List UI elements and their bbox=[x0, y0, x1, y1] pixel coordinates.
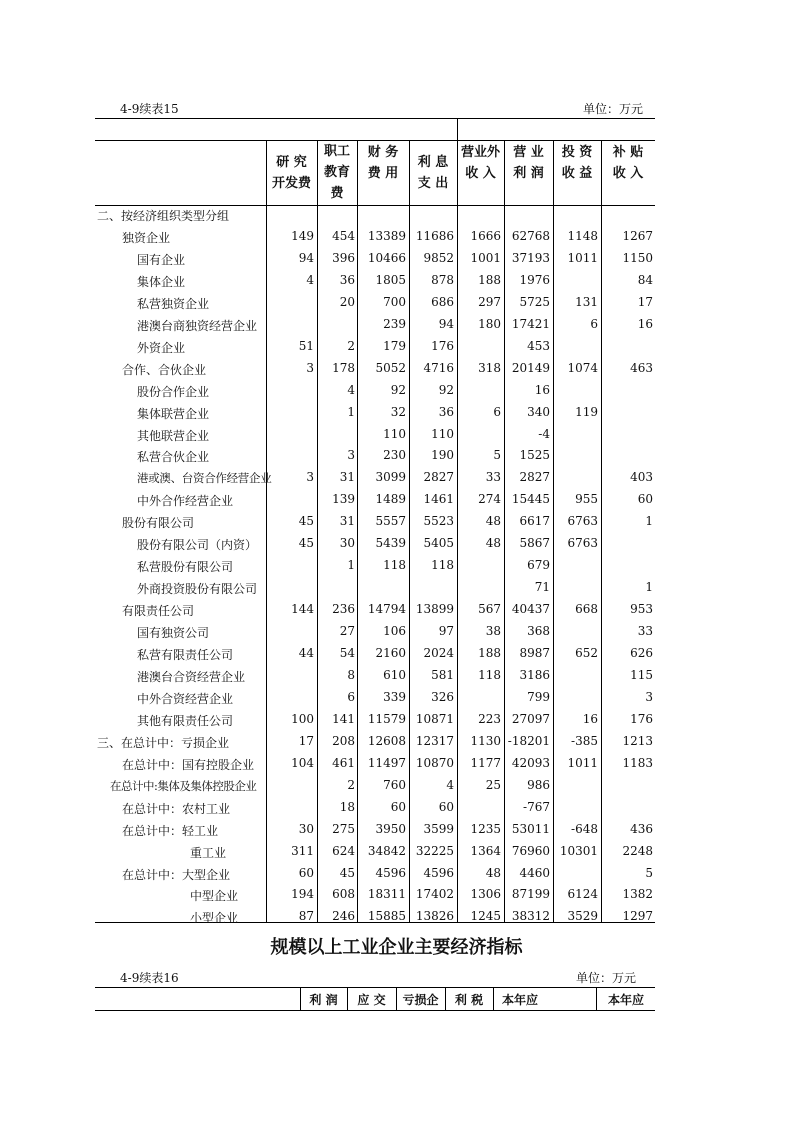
table-cell: 1001 bbox=[470, 250, 501, 265]
table-cell: 4596 bbox=[423, 865, 454, 880]
table-cell: 141 bbox=[332, 711, 355, 726]
row-label: 中型企业 bbox=[190, 889, 239, 904]
table-cell: 5557 bbox=[375, 514, 406, 529]
table-cell: 1183 bbox=[622, 755, 653, 770]
row-label: 有限责任公司 bbox=[122, 604, 195, 619]
table-cell: 760 bbox=[383, 777, 406, 792]
table-cell: 1267 bbox=[622, 228, 653, 243]
table-cell: 3 bbox=[306, 360, 314, 375]
table-cell: 368 bbox=[527, 624, 550, 639]
table-cell: 115 bbox=[630, 667, 653, 682]
table-cell: 1297 bbox=[622, 909, 653, 924]
table-cell: 14794 bbox=[367, 602, 406, 617]
col-rule bbox=[493, 987, 494, 1010]
table-cell: 176 bbox=[431, 338, 454, 353]
table-cell: 326 bbox=[431, 689, 454, 704]
row-label: 集体联营企业 bbox=[137, 406, 210, 421]
table-cell: 34842 bbox=[367, 843, 406, 858]
table-cell: 275 bbox=[332, 821, 355, 836]
table-cell: 679 bbox=[527, 558, 550, 573]
table-cell: 30 bbox=[339, 536, 355, 551]
table-cell: 10870 bbox=[415, 755, 454, 770]
table-cell: 5725 bbox=[519, 294, 550, 309]
table-cell: 1461 bbox=[423, 492, 454, 507]
table-cell: 1213 bbox=[622, 733, 653, 748]
table-cell: 953 bbox=[630, 602, 653, 617]
table-cell: 194 bbox=[291, 887, 314, 902]
table-cell: 76960 bbox=[511, 843, 550, 858]
table-cell: 463 bbox=[630, 360, 653, 375]
table-cell: 48 bbox=[485, 536, 501, 551]
table-cell: 139 bbox=[332, 492, 355, 507]
row-label: 在总计中：大型企业 bbox=[122, 867, 231, 882]
table-cell: 60 bbox=[298, 865, 314, 880]
table-cell: 188 bbox=[478, 272, 501, 287]
table-cell: 179 bbox=[383, 338, 406, 353]
row-label: 其他联营企业 bbox=[137, 428, 210, 443]
table-cell: 118 bbox=[478, 667, 501, 682]
table-cell: 33 bbox=[637, 624, 653, 639]
table-cell: 42093 bbox=[511, 755, 550, 770]
row-label: 港澳台合资经营企业 bbox=[137, 669, 246, 684]
table-cell: 223 bbox=[478, 711, 501, 726]
table-cell: 1011 bbox=[567, 250, 598, 265]
table-cell: 12317 bbox=[415, 733, 454, 748]
table15-caption: 4-9续表15 bbox=[120, 102, 179, 116]
table-cell: -648 bbox=[571, 821, 598, 836]
table-cell: 2024 bbox=[423, 646, 454, 660]
row-label: 港或澳、台资合作经营企业 bbox=[137, 471, 272, 486]
table-cell: 318 bbox=[478, 360, 501, 375]
row-label: 在总计中:集体及集体控股企业 bbox=[110, 778, 257, 793]
table-cell: 27097 bbox=[511, 711, 550, 726]
row-label: 外资企业 bbox=[137, 340, 186, 355]
table-cell: 8 bbox=[347, 667, 355, 682]
header-financial-expense: 财 务 费 用 bbox=[367, 145, 399, 181]
table-cell: 15885 bbox=[367, 909, 406, 924]
table-cell: 45 bbox=[339, 865, 355, 880]
table-cell: 3 bbox=[645, 689, 653, 704]
table-cell: 10466 bbox=[367, 250, 406, 265]
row-label: 集体企业 bbox=[137, 274, 186, 289]
row-label: 合作、合伙企业 bbox=[122, 362, 207, 377]
table-cell: 4716 bbox=[423, 360, 454, 375]
table-cell: 339 bbox=[383, 689, 406, 704]
table-cell: 1306 bbox=[470, 887, 501, 902]
table-cell: 5052 bbox=[375, 360, 406, 375]
table-cell: 20 bbox=[339, 294, 355, 309]
table-cell: 17421 bbox=[511, 316, 550, 331]
table-cell: 1130 bbox=[470, 733, 501, 748]
table-cell: 4460 bbox=[519, 865, 550, 880]
header-bottom-rule bbox=[95, 205, 655, 206]
table-cell: 51 bbox=[298, 338, 314, 353]
table-cell: 149 bbox=[291, 228, 314, 243]
table-cell: 1074 bbox=[567, 360, 598, 375]
row-label: 股份合作企业 bbox=[137, 384, 210, 399]
table-cell: -767 bbox=[523, 799, 550, 814]
table-cell: 1976 bbox=[519, 272, 550, 287]
table-cell: 396 bbox=[332, 250, 355, 265]
t16-header-profit: 利 润 bbox=[309, 993, 338, 1007]
table15-unit: 单位：万元 bbox=[583, 102, 644, 116]
table-cell: 54 bbox=[339, 646, 355, 660]
table-cell: 2 bbox=[347, 338, 355, 353]
row-label: 独资企业 bbox=[122, 230, 171, 245]
table-cell: 106 bbox=[383, 624, 406, 639]
table-cell: 60 bbox=[438, 799, 454, 814]
row-label: 外商投资股份有限公司 bbox=[137, 582, 258, 597]
table-cell: 2160 bbox=[375, 646, 406, 660]
table-cell: 6763 bbox=[567, 514, 598, 529]
t16-header-loss-enterprises: 亏损企 bbox=[402, 993, 439, 1007]
table-cell: 94 bbox=[438, 316, 454, 331]
t16-header-current-year-1: 本年应 bbox=[501, 993, 538, 1007]
table-cell: 16 bbox=[534, 382, 550, 397]
table16-top-rule bbox=[95, 987, 655, 988]
row-label: 私营有限责任公司 bbox=[137, 648, 234, 662]
table-cell: 5523 bbox=[423, 514, 454, 529]
header-non-operating-income: 营业外 收 入 bbox=[460, 145, 500, 181]
table-cell: 178 bbox=[332, 360, 355, 375]
table-cell: 652 bbox=[575, 646, 598, 660]
table-cell: 33 bbox=[485, 470, 501, 485]
table-cell: 38 bbox=[485, 624, 501, 639]
table-cell: 20149 bbox=[511, 360, 550, 375]
table-cell: 188 bbox=[478, 646, 501, 660]
t16-header-profit-tax: 利 税 bbox=[454, 993, 484, 1007]
row-label: 中外合资经营企业 bbox=[137, 691, 234, 706]
table-cell: 239 bbox=[383, 316, 406, 331]
row-label: 国有独资公司 bbox=[137, 626, 210, 641]
page-title: 规模以上工业企业主要经济指标 bbox=[270, 937, 523, 958]
table16-caption: 4-9续表16 bbox=[120, 971, 179, 985]
table-cell: 624 bbox=[332, 843, 355, 858]
table-cell: 5405 bbox=[423, 536, 454, 551]
table-cell: 12608 bbox=[367, 733, 406, 748]
table-cell: 176 bbox=[630, 711, 653, 726]
table-cell: 1150 bbox=[622, 250, 653, 265]
table-cell: 2248 bbox=[622, 843, 653, 858]
table-subtop-rule bbox=[95, 140, 655, 141]
table-cell: 1364 bbox=[470, 843, 501, 858]
row-label: 在总计中：农村工业 bbox=[122, 801, 231, 816]
table-cell: 31 bbox=[339, 470, 355, 485]
table-cell: -385 bbox=[571, 733, 598, 748]
row-label: 国有企业 bbox=[137, 252, 186, 267]
table-cell: 230 bbox=[383, 448, 406, 463]
header-rd-expense: 研 究 开发费 bbox=[271, 155, 311, 191]
table-cell: 119 bbox=[575, 404, 598, 419]
table-cell: 3099 bbox=[375, 470, 406, 485]
table-cell: 436 bbox=[630, 821, 653, 836]
table-cell: 4 bbox=[306, 272, 314, 287]
table-cell: 208 bbox=[332, 733, 355, 748]
t16-header-current-year-2: 本年应 bbox=[607, 993, 644, 1007]
header-staff-education: 职工 教育 费 bbox=[323, 144, 350, 201]
table16-unit: 单位：万元 bbox=[576, 971, 637, 985]
table-cell: 1 bbox=[347, 558, 355, 573]
table-cell: 6 bbox=[590, 316, 598, 331]
table-cell: 38312 bbox=[511, 909, 550, 924]
table-cell: 71 bbox=[534, 580, 550, 595]
table-cell: 6 bbox=[493, 404, 501, 419]
header-interest-expense: 利 息 支 出 bbox=[417, 155, 449, 191]
table-cell: 610 bbox=[383, 667, 406, 682]
table-cell: 40437 bbox=[511, 602, 550, 617]
table-cell: 92 bbox=[390, 382, 406, 397]
table-cell: 1805 bbox=[375, 272, 406, 287]
table-cell: 454 bbox=[332, 228, 355, 243]
table-cell: 118 bbox=[383, 558, 406, 573]
table-cell: 11686 bbox=[415, 228, 454, 243]
table-cell: 686 bbox=[431, 294, 454, 309]
table-cell: 3599 bbox=[423, 821, 454, 836]
table-cell: 5867 bbox=[519, 536, 550, 551]
table-cell: 104 bbox=[291, 755, 314, 770]
table-cell: 3 bbox=[306, 470, 314, 485]
table-cell: 5439 bbox=[375, 536, 406, 551]
table-cell: 6124 bbox=[567, 887, 598, 902]
table-cell: 100 bbox=[291, 711, 314, 726]
table-cell: 4596 bbox=[375, 865, 406, 880]
table-cell: 110 bbox=[431, 426, 454, 441]
table-cell: 297 bbox=[478, 294, 501, 309]
table-cell: 32 bbox=[390, 404, 406, 419]
header-subsidy-income: 补 贴 收 入 bbox=[612, 145, 644, 181]
table-cell: 13389 bbox=[367, 228, 406, 243]
table-cell: 87199 bbox=[511, 887, 550, 902]
table-cell: 17 bbox=[637, 294, 653, 309]
table-cell: 3186 bbox=[519, 667, 550, 682]
table-cell: 60 bbox=[637, 492, 653, 507]
table-cell: 53011 bbox=[511, 821, 550, 836]
table-cell: 9852 bbox=[423, 250, 454, 265]
table-cell: 403 bbox=[630, 470, 653, 485]
table-cell: 1011 bbox=[567, 755, 598, 770]
row-label: 小型企业 bbox=[190, 911, 239, 926]
table-cell: 453 bbox=[527, 338, 550, 353]
row-label: 股份有限公司 bbox=[122, 516, 195, 531]
table-cell: 461 bbox=[332, 755, 355, 770]
table-cell: 17402 bbox=[415, 887, 454, 902]
table-cell: 6617 bbox=[519, 514, 550, 529]
table-top-rule bbox=[95, 118, 655, 119]
table-cell: 274 bbox=[478, 492, 501, 507]
table-cell: 36 bbox=[339, 272, 355, 287]
table-cell: 13899 bbox=[415, 602, 454, 617]
table-cell: 6763 bbox=[567, 536, 598, 551]
row-label: 其他有限责任公司 bbox=[137, 713, 234, 728]
table-cell: 27 bbox=[339, 624, 355, 639]
table-cell: 10301 bbox=[559, 843, 598, 858]
table-cell: 1148 bbox=[567, 228, 598, 243]
table-cell: 608 bbox=[332, 887, 355, 902]
table-cell: 1 bbox=[347, 404, 355, 419]
table-cell: 30 bbox=[298, 821, 314, 836]
table-cell: 144 bbox=[291, 602, 314, 617]
table-cell: 1235 bbox=[470, 821, 501, 836]
table-cell: 2827 bbox=[519, 470, 550, 485]
table-cell: 16 bbox=[582, 711, 598, 726]
table-cell: 18 bbox=[339, 799, 355, 814]
table-cell: 87 bbox=[298, 909, 314, 924]
col-rule bbox=[596, 987, 597, 1010]
table-cell: 8987 bbox=[519, 646, 550, 660]
row-label: 重工业 bbox=[190, 845, 227, 860]
table-cell: 1 bbox=[645, 580, 653, 595]
table-cell: 955 bbox=[575, 492, 598, 507]
row-label: 股份有限公司（内资） bbox=[137, 538, 258, 553]
table-cell: 700 bbox=[383, 294, 406, 309]
table-cell: 1489 bbox=[375, 492, 406, 507]
row-label: 私营独资企业 bbox=[137, 296, 210, 311]
table-cell: 1382 bbox=[622, 887, 653, 902]
table-cell: 110 bbox=[383, 426, 406, 441]
table-cell: 2827 bbox=[423, 470, 454, 485]
table-cell: 1245 bbox=[470, 909, 501, 924]
row-label: 在总计中：轻工业 bbox=[122, 823, 219, 838]
table-cell: 6 bbox=[347, 689, 355, 704]
table-cell: 15445 bbox=[511, 492, 550, 507]
header-investment-income: 投 资 收 益 bbox=[561, 145, 593, 181]
table-cell: 3 bbox=[347, 448, 355, 463]
table-cell: 11579 bbox=[367, 711, 406, 726]
table-cell: 94 bbox=[298, 250, 314, 265]
table-cell: 581 bbox=[431, 667, 454, 682]
row-label: 中外合作经营企业 bbox=[137, 494, 234, 509]
table-cell: 60 bbox=[390, 799, 406, 814]
table-cell: 11497 bbox=[367, 755, 406, 770]
table-cell: 986 bbox=[527, 777, 550, 792]
table-cell: 17 bbox=[298, 733, 314, 748]
table-cell: 45 bbox=[298, 514, 314, 529]
table-cell: 799 bbox=[527, 689, 550, 704]
table-cell: 1 bbox=[645, 514, 653, 529]
table-cell: 2 bbox=[347, 777, 355, 792]
table-cell: 45 bbox=[298, 536, 314, 551]
table-cell: -18201 bbox=[507, 733, 550, 748]
table-cell: 48 bbox=[485, 514, 501, 529]
table-cell: 311 bbox=[291, 843, 314, 858]
table-cell: 37193 bbox=[511, 250, 550, 265]
table-cell: 48 bbox=[485, 865, 501, 880]
table-cell: 3950 bbox=[375, 821, 406, 836]
header-operating-profit: 营 业 利 润 bbox=[513, 145, 544, 181]
table-cell: 10871 bbox=[415, 711, 454, 726]
table-cell: 626 bbox=[630, 646, 653, 660]
table-cell: 97 bbox=[438, 624, 454, 639]
table-cell: 92 bbox=[438, 382, 454, 397]
table-cell: 13826 bbox=[415, 909, 454, 924]
table-cell: 16 bbox=[637, 316, 653, 331]
table-cell: 246 bbox=[332, 909, 355, 924]
row-label: 在总计中：国有控股企业 bbox=[122, 757, 255, 772]
table-cell: 18311 bbox=[367, 887, 406, 902]
row-label: 港澳台商独资经营企业 bbox=[137, 318, 258, 333]
row-label: 私营合伙企业 bbox=[137, 450, 210, 465]
table-cell: 5 bbox=[493, 448, 501, 463]
table-cell: 878 bbox=[431, 272, 454, 287]
table-cell: 25 bbox=[485, 777, 501, 792]
table-cell: 340 bbox=[527, 404, 550, 419]
t16-header-payable: 应 交 bbox=[357, 993, 386, 1007]
row-label: 二、按经济组织类型分组 bbox=[97, 209, 230, 223]
row-label: 三、在总计中：亏损企业 bbox=[97, 735, 230, 750]
table16-header-rule bbox=[95, 1010, 655, 1011]
table-cell: 131 bbox=[575, 294, 598, 309]
table-cell: 180 bbox=[478, 316, 501, 331]
table-cell: 84 bbox=[637, 272, 653, 287]
table-cell: 118 bbox=[431, 558, 454, 573]
table-cell: 567 bbox=[478, 602, 501, 617]
table-cell: 4 bbox=[446, 777, 454, 792]
table-cell: 4 bbox=[347, 382, 355, 397]
table-cell: 1525 bbox=[519, 448, 550, 463]
table-cell: 1666 bbox=[470, 228, 501, 243]
table-cell: 236 bbox=[332, 602, 355, 617]
table-cell: 32225 bbox=[415, 843, 454, 858]
row-label: 私营股份有限公司 bbox=[137, 560, 234, 575]
table-cell: 190 bbox=[431, 448, 454, 463]
table-cell: -4 bbox=[538, 426, 550, 441]
table-cell: 36 bbox=[438, 404, 454, 419]
table-cell: 5 bbox=[645, 865, 653, 880]
table-cell: 31 bbox=[339, 514, 355, 529]
table-cell: 668 bbox=[575, 602, 598, 617]
table-cell: 1177 bbox=[470, 755, 501, 770]
table-cell: 3529 bbox=[567, 909, 598, 924]
table-cell: 44 bbox=[298, 646, 314, 660]
table-cell: 62768 bbox=[511, 228, 550, 243]
